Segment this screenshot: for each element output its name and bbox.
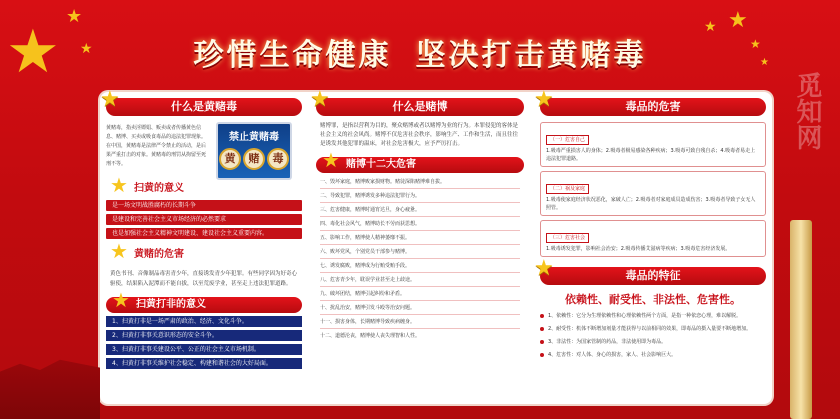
middle-column (310, 87, 524, 342)
small-star-icon: ★ (728, 8, 748, 33)
section-title: 扫黄打非的意义 (136, 299, 206, 310)
list-item: 3、扫黄打非事关建设公平、公正的社会主义市场机制。 (106, 344, 302, 355)
small-star-icon: ★ (760, 57, 769, 68)
divider (320, 258, 520, 259)
bullet-icon (540, 340, 544, 344)
list-item-text: 1、依赖性：它分为生理依赖性和心理依赖性两个方面，是指一种依恋心理，难以解脱。 (548, 313, 742, 319)
box-label: （三）危害社会 (546, 233, 589, 243)
list-item: 十一、损害身体，长期赌博导致疾病缠身。 (320, 319, 416, 325)
big-star-icon: ★ (6, 17, 60, 87)
list-item-text: 2、耐受性：机体不断增加剂量才能获得与以前相同的效果，即毒品的摄入量要不断地增加。 (548, 326, 752, 332)
harm-family-box (540, 171, 766, 216)
list-item: 是建设和完善社会主义市场经济的必然要求 (106, 214, 302, 225)
list-item (540, 312, 766, 320)
section-header (106, 239, 302, 263)
poster-image (216, 122, 292, 180)
small-star-icon: ★ (66, 6, 83, 27)
divider (320, 202, 520, 203)
star-icon: ★ (534, 87, 554, 112)
banner-title-right: 坚决打击黄赌毒 (415, 38, 647, 73)
star-icon: ★ (534, 256, 554, 281)
list-item (540, 325, 766, 333)
section-header (310, 87, 524, 116)
bullet-icon (540, 353, 544, 357)
divider (320, 216, 520, 217)
list-item: 一、毁坏家庭，赌博败家损财物。赌徒深陷赌博难自拔。 (320, 179, 446, 185)
poster-circles (218, 148, 290, 170)
divider (320, 244, 520, 245)
harm-self-box (540, 122, 766, 167)
list-item: 八、危害青少年，耽误学业甚至走上歧途。 (320, 277, 416, 283)
divider (320, 328, 520, 329)
pillar-decoration (790, 220, 812, 419)
list-item: 五、影响工作，赌博使人精神萎靡不振。 (320, 235, 411, 241)
star-icon: ★ (100, 87, 120, 112)
bullet-icon (540, 327, 544, 331)
section-title: 黄赌的危害 (134, 249, 184, 260)
box-body: 1.吸毒诱发犯罪，影响社会治安；2.吸毒传播艾滋病等疾病；3.吸毒危害经济发展。 (546, 246, 731, 252)
small-star-icon: ★ (750, 37, 761, 51)
section-header (106, 288, 302, 313)
tiananmen-silhouette (0, 340, 100, 419)
list-item: 七、诱发腐败，赌博成为行贿受贿手段。 (320, 263, 411, 269)
list-item: 三、危害健康，赌博时通宵达旦，身心疲惫。 (320, 207, 421, 213)
box-body: 1.吸毒使家庭经济状况恶化，家破人亡；2.吸毒者对家庭成员造成伤害；3.吸毒者导致子女无人照管。 (546, 197, 756, 211)
poster-char: 毒 (267, 148, 289, 170)
divider (320, 230, 520, 231)
section-title: 扫黄的意义 (134, 183, 184, 194)
banner-title-left: 珍惜生命健康 (193, 38, 392, 73)
bullet-icon (540, 314, 544, 318)
list-item: 十、扰乱治安，赌博引发斗殴等治安问题。 (320, 305, 416, 311)
list-item-text: 3、非法性：为国家管制的药品，非法使用即为毒品。 (548, 339, 667, 345)
divider (320, 272, 520, 273)
list-item: 2、扫黄打非事关意识形态的安全斗争。 (106, 330, 302, 341)
section-body: 黄赌毒，指卖淫嫖娼、贩卖或者传播黄色信息、赌博、买卖或吸食毒品的违法犯罪现象。在中国，黄赌毒是法律严令禁止的活动，是后果严重打击的对象。黄赌毒的刑罚从拘留至死刑不等。 (106, 125, 207, 167)
features-headline: 依赖性、耐受性、非法性、危害性。 (565, 293, 741, 306)
list-item: 十二、道德沦丧，赌博使人丧失理智和人性。 (320, 333, 421, 339)
divider (320, 314, 520, 315)
harm-society-box (540, 220, 766, 257)
small-star-icon: ★ (80, 41, 93, 57)
poster-char: 黄 (219, 148, 241, 170)
divider (320, 286, 520, 287)
star-icon: ★ (310, 87, 330, 112)
section-title: 什么是黄赌毒 (171, 100, 237, 113)
box-label: （二）祸及家庭 (546, 184, 589, 194)
list-item: 九、破坏团结，赌博引起纠纷和矛盾。 (320, 291, 406, 297)
poster-title: 禁止黄赌毒 (229, 132, 279, 143)
list-item: 也是加强社会主义精神文明建设、建设社会主义重要内容。 (106, 228, 302, 239)
box-label: （一）危害自己 (546, 135, 589, 145)
section-header (316, 148, 524, 173)
section-title: 赌博十二大危害 (346, 159, 416, 170)
poster-char: 赌 (243, 148, 265, 170)
star-icon: ★ (322, 148, 340, 172)
small-star-icon: ★ (704, 19, 717, 35)
list-item: 六、败坏党风，个别党员干部参与赌博。 (320, 249, 411, 255)
list-item: 二、导致犯罪，赌博诱发多种违法犯罪行为。 (320, 193, 421, 199)
box-body: 1.吸毒严重损害人的身体；2.吸毒者极易感染各种疾病；3.吸毒可致自残自杀；4.吸毒者易走上违法犯罪道路。 (546, 148, 756, 162)
section-title: 什么是赌博 (392, 100, 448, 113)
divider (320, 300, 520, 301)
section-header (100, 87, 302, 116)
watermark: 觅知网 (792, 72, 822, 150)
list (316, 173, 524, 342)
right-column (534, 87, 766, 359)
section-header (534, 256, 766, 285)
section-title: 毒品的特征 (625, 269, 681, 282)
list-item (540, 351, 766, 359)
list-item-text: 4、危害性：对人体、身心的损害，家人、社会影响巨大。 (548, 352, 677, 358)
banner-title (0, 30, 840, 74)
list-item: 四、毒化社会风气，赌博助长不劳而获思想。 (320, 221, 421, 227)
content-panel (100, 87, 772, 404)
section-body: 黄色书刊、音像制品毒害青少年，直接诱发青少年犯罪。有些同学因为好奇心驱使，结果陷入泥潭而不能自拔，以至荒废学业，甚至走上违法犯罪道路。 (110, 271, 298, 287)
section-title: 毒品的危害 (625, 100, 681, 113)
left-column (100, 87, 302, 369)
list-item (540, 338, 766, 346)
section-header (106, 173, 302, 197)
section-header (534, 87, 766, 116)
star-icon: ★ (110, 173, 128, 197)
list-item: 是一场文明战胜腐朽的长期斗争 (106, 200, 302, 211)
section-body: 赌博罪，是指以营利为目的，聚众赌博或者以赌博为业的行为。本罪侵犯的客体是社会主义的社会风尚。赌博不仅危害社会秩序，影响生产、工作和生活，而且往往是诱发其他犯罪的温床，对社会危害极大，应予严厉打击。 (320, 123, 519, 147)
divider (320, 188, 520, 189)
star-icon: ★ (110, 239, 128, 263)
list-item: 1、扫黄打非是一场严肃的政治、经济、文化斗争。 (106, 316, 302, 327)
list-item: 4、扫黄打非事关维护社会稳定、构建和谐社会的大好局面。 (106, 358, 302, 369)
star-icon: ★ (112, 288, 130, 312)
